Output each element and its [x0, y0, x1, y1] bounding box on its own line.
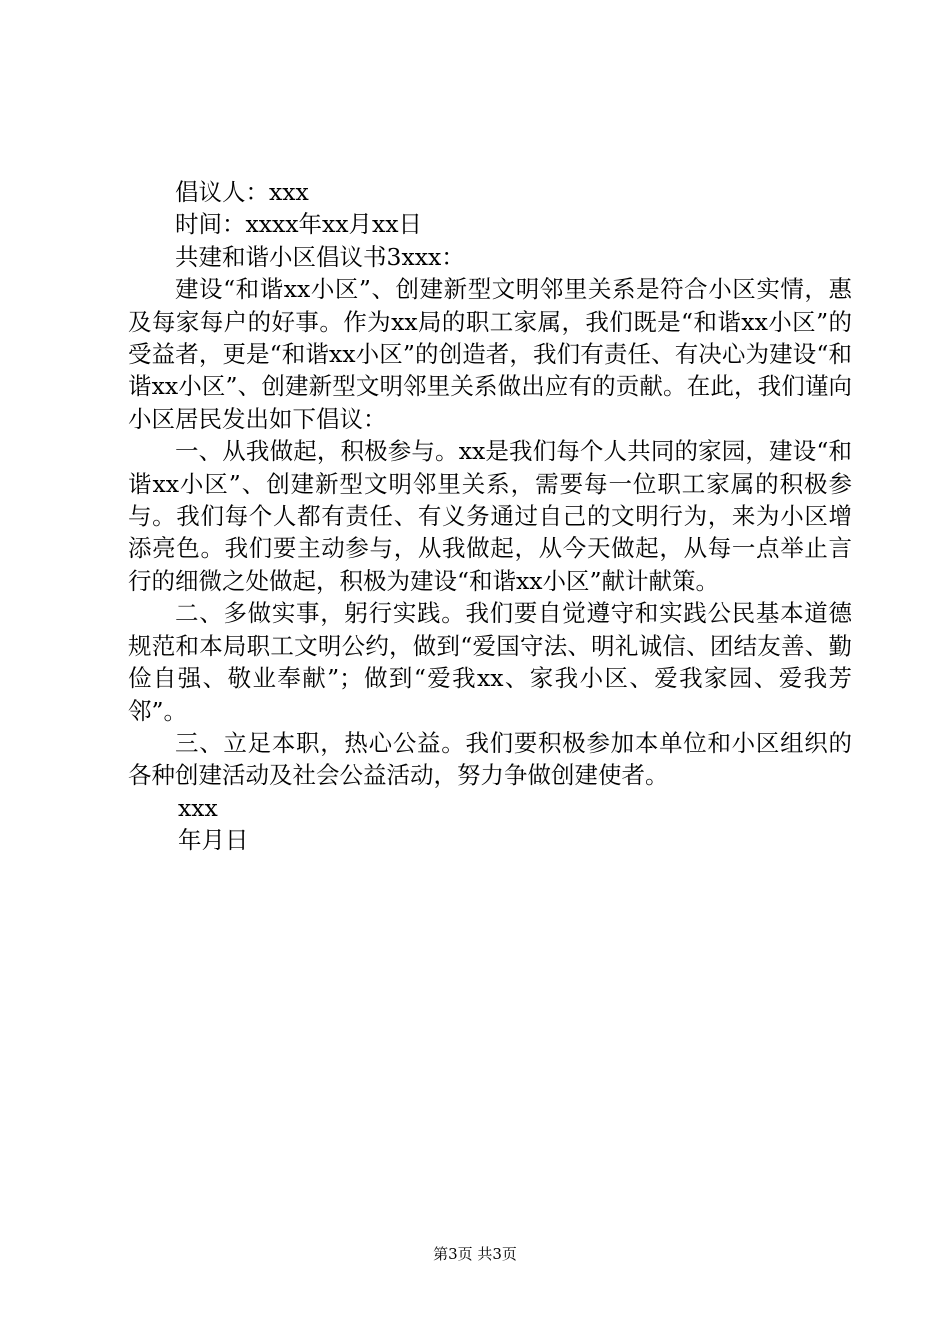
proposal-item-1: 一、从我做起，积极参与。xx是我们每个人共同的家园，建设“和谐xx小区”、创建新型文明邻里关系，需要每一位职工家属的积极参与。我们每个人都有责任、有义务通过自己的文明行为，来为小区增添亮色。我们要主动参与，从我做起，从今天做起，从每一点举止言行的细微之处做起，积极为建设“和谐xx小区”献计献策。 [128, 437, 852, 595]
date-line: 年月日 [178, 826, 249, 855]
proposal-item-3: 三、立足本职，热心公益。我们要积极参加本单位和小区组织的各种创建活动及社会公益活动，努力争做创建使者。 [128, 728, 852, 790]
proposal-item-2: 二、多做实事，躬行实践。我们要自觉遵守和实践公民基本道德规范和本局职工文明公约，做到“爱国守法、明礼诚信、团结友善、勤俭自强、敬业奉献”；做到“爱我xx、家我小区、爱我家园、爱我芳邻”。 [128, 599, 852, 725]
initiator-line: 倡议人：xxx [175, 178, 309, 206]
page-footer: 第3页 共3页 [433, 1245, 517, 1263]
document-body [128, 176, 852, 857]
intro-paragraph: 建设“和谐xx小区”、创建新型文明邻里关系是符合小区实情，惠及每家每户的好事。作为xx局的职工家属，我们既是“和谐xx小区”的受益者，更是“和谐xx小区”的创造者，我们有责任、有决心为建设“和谐xx小区”、创建新型文明邻里关系做出应有的贡献。在此，我们谨向小区居民发出如下倡议： [128, 275, 852, 433]
time-line: 时间：xxxx年xx月xx日 [175, 210, 423, 239]
signature-line: xxx [178, 793, 218, 822]
proposal-title-line: 共建和谐小区倡议书3xxx： [175, 242, 465, 271]
